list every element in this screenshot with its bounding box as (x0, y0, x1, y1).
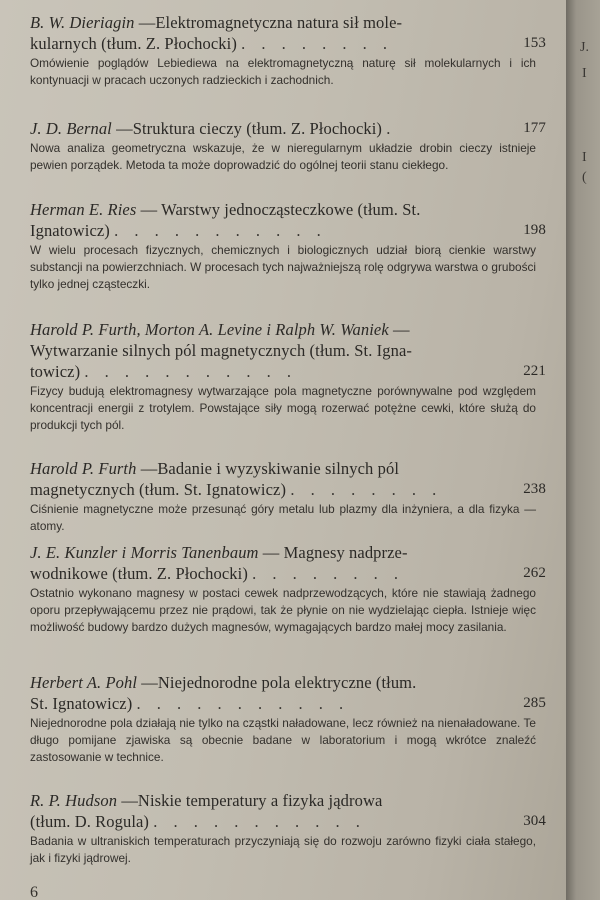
page-folio: 6 (30, 884, 38, 900)
dash: — (393, 320, 410, 339)
toc-entry (30, 542, 546, 636)
entry-heading (30, 790, 546, 811)
entry-abstract: Ostatnio wykonano magnesy w postaci cewek nadprzewodzących, które nie stawiają żadnego oporu przepływającemu przez nie prądowi, tak że płynie on nie wydzielając ciepła. Istnieje więc możliwość budowy bardzo dużych magnesów, wymagających bardzo małej mocy zasilania. (30, 586, 536, 634)
entry-heading (30, 12, 546, 33)
adjacent-page-fragment: I (582, 150, 587, 165)
entry-author: Harold P. Furth (30, 459, 137, 478)
leader-dots: . . . . . . . . . . . (153, 812, 366, 831)
entry-title-line: Ignatowicz) (30, 221, 110, 240)
leader-dots: . . . . . . . . . . . (114, 221, 327, 240)
entry-title-line: Badanie i wyzyskiwanie silnych pól (157, 459, 400, 478)
entry-heading (30, 220, 546, 241)
entry-heading (30, 693, 546, 714)
toc-entry (30, 118, 546, 174)
entry-author: J. E. Kunzler i Morris Tanenbaum (30, 543, 259, 562)
entry-title-line: St. Ignatowicz) (30, 694, 133, 713)
page-number: 198 (523, 222, 546, 238)
entry-title-line: wodnikowe (tłum. Z. Płochocki) (30, 564, 248, 583)
dash: — (116, 119, 133, 138)
page-number: 262 (523, 565, 546, 581)
entry-title-line: (tłum. D. Rogula) (30, 812, 150, 831)
adjacent-page-edge (566, 0, 600, 900)
entry-author: B. W. Dieriagin (30, 13, 135, 32)
entry-heading (30, 811, 546, 832)
entry-title-line: towicz) (30, 362, 81, 381)
entry-title-line: Magnesy nadprze- (283, 543, 408, 562)
toc-entry (30, 12, 546, 89)
page-number: 177 (523, 120, 546, 136)
entry-title-line: kularnych (tłum. Z. Płochocki) (30, 34, 237, 53)
toc-entry (30, 458, 546, 535)
entry-heading (30, 542, 546, 563)
leader-dots: . . . . . . . . (252, 564, 405, 583)
entry-abstract: Niejednorodne pola działają nie tylko na cząstki naładowane, lecz również na nienaładowane. Te długo pomijane zjawiska są obecnie badane w laboratorium i mogą wkrótce znaleźć zastosowanie w technice. (30, 716, 536, 764)
dash: — (138, 13, 156, 32)
entry-author: Herman E. Ries (30, 200, 137, 219)
entry-heading (30, 672, 546, 693)
entry-abstract: Fizycy budują elektromagnesy wytwarzające pola magnetyczne porównywalne pod względem koncentracji energii z trotylem. Powstające siły mogą rozerwać potężne cewki, które służą do produkcji tych pól. (30, 384, 536, 432)
leader-dots: . . . . . . . . (241, 34, 394, 53)
leader-dots: . . . . . . . . . . . (136, 694, 350, 713)
entry-heading (30, 458, 546, 479)
entry-abstract: Nowa analiza geometryczna wskazuje, że w nieregularnym układzie drobin cieczy istnieje pewien porządek. Metoda ta może doprowadzić do ogólnej teorii stanu ciekłego. (30, 141, 536, 172)
entry-abstract: Ciśnienie magnetyczne może przesunąć góry metalu lub plazmy dla inżyniera, a dla fizyka — atomy. (30, 502, 536, 533)
entry-title-line: Niejednorodne pola elektryczne (tłum. (157, 673, 417, 692)
entry-title-line: Warstwy jednocząsteczkowe (tłum. St. (161, 200, 421, 219)
entry-abstract: W wielu procesach fizycznych, chemicznych i biologicznych udział biorą cienkie warstwy substancji na powierzchniach. W procesach tych najważniejszą rolę odgrywa warstwa o grubości tylko jednej cząsteczki. (30, 243, 536, 291)
toc-entry (30, 319, 546, 434)
entry-heading (30, 319, 546, 340)
entry-title-line: magnetycznych (tłum. St. Ignatowicz) (30, 480, 287, 499)
entry-title-line: Wytwarzanie silnych pól magnetycznych (tłum. St. Igna- (30, 341, 412, 360)
dash: — (262, 543, 280, 562)
leader-dots: . . . . . . . . (290, 480, 443, 499)
entry-author: Harold P. Furth, Morton A. Levine i Ralph W. Waniek (30, 320, 389, 339)
dash: — (140, 200, 158, 219)
entry-author: R. P. Hudson (30, 791, 118, 810)
entry-heading (30, 340, 546, 361)
entry-title-line: Niskie temperatury a fizyka jądrowa (137, 791, 383, 810)
entry-heading (30, 33, 546, 54)
entry-author: J. D. Bernal (30, 119, 112, 138)
page-number: 285 (523, 695, 546, 711)
toc-entry (30, 199, 546, 293)
entry-author: Herbert A. Pohl (30, 673, 138, 692)
dash: — (141, 673, 158, 692)
dash: — (140, 459, 158, 478)
entry-abstract: Badania w ultraniskich temperaturach przyczyniają się do rozwoju zarówno fizyki ciała stałego, jak i fizyki jądrowej. (30, 834, 536, 865)
entry-heading (30, 199, 546, 220)
entry-heading (30, 361, 546, 382)
page-number: 238 (523, 481, 546, 497)
adjacent-page-fragment: J. (580, 40, 589, 55)
entry-heading (30, 118, 546, 139)
dash: — (121, 791, 138, 810)
toc-entry (30, 672, 546, 766)
page-number: 304 (523, 813, 546, 829)
entry-abstract: Omówienie poglądów Lebiediewa na elektromagnetyczną naturę sił molekularnych i ich kontynuacji w pracach uczonych radzieckich i zachodnich. (30, 56, 536, 87)
adjacent-page-fragment: I (582, 66, 587, 81)
page-number: 221 (523, 363, 546, 379)
adjacent-page-fragment: ( (582, 170, 587, 185)
leader-dots: . . . . . . . . . . . (84, 362, 298, 381)
leader-dots: . (386, 119, 397, 138)
entry-title-line: Elektromagnetyczna natura sił mole- (155, 13, 403, 32)
entry-heading (30, 479, 546, 500)
toc-entry (30, 790, 546, 867)
entry-title-line: Struktura cieczy (tłum. Z. Płochocki) (132, 119, 383, 138)
entry-heading (30, 563, 546, 584)
page-number: 153 (523, 35, 546, 51)
